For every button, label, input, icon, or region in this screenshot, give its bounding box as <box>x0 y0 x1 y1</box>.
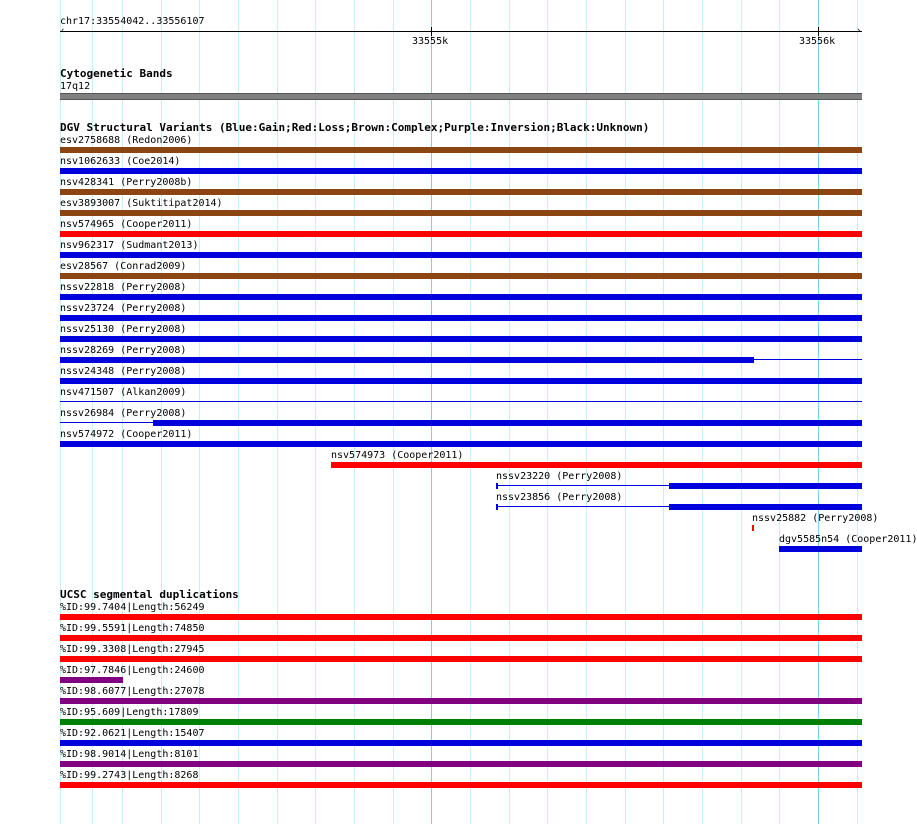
feature-label: nssv22818 (Perry2008) <box>60 282 187 293</box>
ruler-tick <box>818 27 819 36</box>
feature-label: dgv5585n54 (Cooper2011) <box>779 534 917 545</box>
dgv-feature[interactable] <box>60 273 862 279</box>
dgv-feature-intron <box>754 359 862 360</box>
segdup-feature[interactable] <box>60 698 862 704</box>
dgv-feature[interactable] <box>60 441 862 447</box>
feature-label: nssv28269 (Perry2008) <box>60 345 187 356</box>
feature-label: nssv23220 (Perry2008) <box>496 471 623 482</box>
dgv-feature[interactable] <box>669 483 862 489</box>
band-label: 17q12 <box>60 81 91 92</box>
feature-label: nssv25882 (Perry2008) <box>752 513 879 524</box>
dgv-feature[interactable] <box>331 462 862 468</box>
track-title: DGV Structural Variants (Blue:Gain;Red:Loss;Brown:Complex;Purple:Inversion;Black:Unknown) <box>60 121 650 134</box>
track-title: Cytogenetic Bands <box>60 67 173 80</box>
dgv-feature[interactable] <box>60 231 862 237</box>
segdup-feature[interactable] <box>60 656 862 662</box>
segdup-feature[interactable] <box>60 782 862 788</box>
dgv-feature[interactable] <box>60 336 862 342</box>
feature-label: nsv471507 (Alkan2009) <box>60 387 187 398</box>
dgv-feature[interactable] <box>60 294 862 300</box>
track-title: UCSC segmental duplications <box>60 588 239 601</box>
ruler-tick-label: 33555k <box>412 36 449 47</box>
feature-label: nsv574972 (Cooper2011) <box>60 429 193 440</box>
feature-label: nssv25130 (Perry2008) <box>60 324 187 335</box>
dgv-feature-exon[interactable] <box>496 483 498 489</box>
segdup-feature[interactable] <box>60 761 862 767</box>
band-17q12[interactable] <box>60 93 862 100</box>
segdup-feature[interactable] <box>60 740 862 746</box>
feature-label: nssv23724 (Perry2008) <box>60 303 187 314</box>
feature-label: %ID:98.9014|Length:8101 <box>60 749 199 760</box>
dgv-feature-intron <box>498 485 669 486</box>
dgv-feature-exon[interactable] <box>496 504 498 510</box>
ruler-axis <box>60 31 862 32</box>
feature-label: esv3893007 (Suktitipat2014) <box>60 198 223 209</box>
segdup-feature[interactable] <box>60 677 123 683</box>
feature-label: nsv428341 (Perry2008b) <box>60 177 193 188</box>
feature-label: nssv26984 (Perry2008) <box>60 408 187 419</box>
ruler-tick <box>431 27 432 36</box>
ruler-arrow-left-icon: ‹ <box>60 26 66 36</box>
segdup-feature[interactable] <box>60 719 862 725</box>
dgv-feature-intron <box>60 422 153 423</box>
segdup-feature[interactable] <box>60 614 862 620</box>
dgv-feature[interactable] <box>60 378 862 384</box>
dgv-feature[interactable] <box>60 357 754 363</box>
region-label: chr17:33554042..33556107 <box>60 16 205 27</box>
ruler-tick-label: 33556k <box>799 36 836 47</box>
dgv-feature[interactable] <box>60 401 862 402</box>
feature-label: nsv962317 (Sudmant2013) <box>60 240 199 251</box>
feature-label: esv28567 (Conrad2009) <box>60 261 187 272</box>
feature-label: %ID:99.3308|Length:27945 <box>60 644 205 655</box>
feature-label: %ID:99.2743|Length:8268 <box>60 770 199 781</box>
feature-label: nsv574973 (Cooper2011) <box>331 450 464 461</box>
feature-label: %ID:92.0621|Length:15407 <box>60 728 205 739</box>
feature-label: esv2758688 (Redon2006) <box>60 135 193 146</box>
feature-label: %ID:99.5591|Length:74850 <box>60 623 205 634</box>
dgv-feature[interactable] <box>752 525 754 531</box>
feature-label: %ID:97.7846|Length:24600 <box>60 665 205 676</box>
dgv-feature[interactable] <box>60 168 862 174</box>
dgv-feature[interactable] <box>60 189 862 195</box>
dgv-feature[interactable] <box>153 420 862 426</box>
feature-label: nsv1062633 (Coe2014) <box>60 156 181 167</box>
dgv-feature[interactable] <box>60 315 862 321</box>
dgv-feature[interactable] <box>60 252 862 258</box>
feature-label: nsv574965 (Cooper2011) <box>60 219 193 230</box>
feature-label: nssv23856 (Perry2008) <box>496 492 623 503</box>
dgv-feature-intron <box>498 506 669 507</box>
feature-label: %ID:98.6077|Length:27078 <box>60 686 205 697</box>
dgv-feature[interactable] <box>779 546 862 552</box>
dgv-feature[interactable] <box>60 210 862 216</box>
dgv-feature[interactable] <box>60 147 862 153</box>
dgv-feature[interactable] <box>669 504 862 510</box>
feature-label: nssv24348 (Perry2008) <box>60 366 187 377</box>
segdup-feature[interactable] <box>60 635 862 641</box>
feature-label: %ID:99.7404|Length:56249 <box>60 602 205 613</box>
ruler-arrow-right-icon: › <box>856 26 862 36</box>
feature-label: %ID:95.609|Length:17809 <box>60 707 199 718</box>
